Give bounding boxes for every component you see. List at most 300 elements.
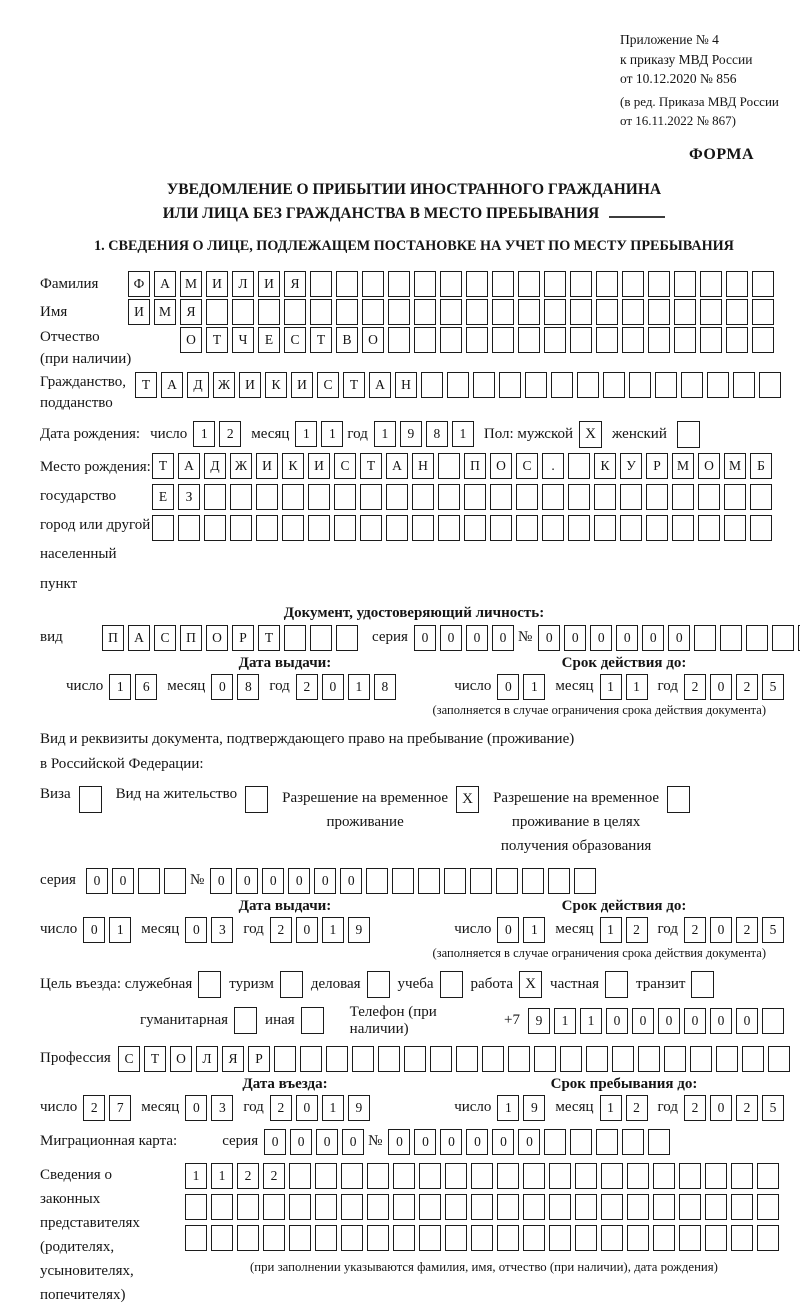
char-cell[interactable]	[694, 625, 716, 651]
char-cell[interactable]	[648, 299, 670, 325]
char-cell[interactable]	[731, 1163, 753, 1189]
char-cell[interactable]	[574, 868, 596, 894]
char-cell[interactable]	[549, 1225, 571, 1251]
char-cell[interactable]: 0	[414, 625, 436, 651]
purpose-transit-checkbox[interactable]	[691, 971, 714, 998]
male-checkbox[interactable]: X	[579, 421, 602, 448]
char-cell[interactable]: 9	[348, 917, 370, 943]
char-cell[interactable]: О	[170, 1046, 192, 1072]
char-cell[interactable]: 0	[538, 625, 560, 651]
char-cell[interactable]	[440, 327, 462, 353]
char-cell[interactable]: 1	[109, 917, 131, 943]
char-cell[interactable]: 3	[211, 917, 233, 943]
char-cell[interactable]: 0	[185, 917, 207, 943]
char-cell[interactable]: 9	[348, 1095, 370, 1121]
char-cell[interactable]	[601, 1225, 623, 1251]
char-cell[interactable]	[627, 1163, 649, 1189]
char-cell[interactable]: Р	[232, 625, 254, 651]
char-cell[interactable]	[341, 1194, 363, 1220]
char-cell[interactable]	[627, 1225, 649, 1251]
char-cell[interactable]: Н	[395, 372, 417, 398]
char-cell[interactable]	[757, 1163, 779, 1189]
char-cell[interactable]	[366, 868, 388, 894]
char-cell[interactable]	[716, 1046, 738, 1072]
char-cell[interactable]	[289, 1194, 311, 1220]
char-cell[interactable]	[496, 868, 518, 894]
char-cell[interactable]: Д	[187, 372, 209, 398]
char-cell[interactable]	[490, 515, 512, 541]
char-cell[interactable]: 0	[314, 868, 336, 894]
char-cell[interactable]: А	[161, 372, 183, 398]
char-cell[interactable]	[430, 1046, 452, 1072]
char-cell[interactable]: 0	[658, 1008, 680, 1034]
char-cell[interactable]	[393, 1163, 415, 1189]
char-cell[interactable]: 0	[497, 917, 519, 943]
char-cell[interactable]	[185, 1194, 207, 1220]
char-cell[interactable]	[622, 1129, 644, 1155]
char-cell[interactable]	[308, 484, 330, 510]
char-cell[interactable]: С	[317, 372, 339, 398]
char-cell[interactable]	[414, 299, 436, 325]
char-cell[interactable]: 2	[626, 1095, 648, 1121]
char-cell[interactable]	[570, 327, 592, 353]
char-cell[interactable]: 0	[288, 868, 310, 894]
char-cell[interactable]: 0	[290, 1129, 312, 1155]
char-cell[interactable]: Ч	[232, 327, 254, 353]
char-cell[interactable]	[762, 1008, 784, 1034]
char-cell[interactable]	[596, 271, 618, 297]
char-cell[interactable]: 1	[580, 1008, 602, 1034]
char-cell[interactable]	[575, 1163, 597, 1189]
char-cell[interactable]	[622, 299, 644, 325]
char-cell[interactable]: А	[178, 453, 200, 479]
char-cell[interactable]: 2	[270, 1095, 292, 1121]
char-cell[interactable]	[360, 484, 382, 510]
char-cell[interactable]: 0	[316, 1129, 338, 1155]
char-cell[interactable]	[419, 1194, 441, 1220]
char-cell[interactable]: 5	[762, 674, 784, 700]
char-cell[interactable]: О	[206, 625, 228, 651]
char-cell[interactable]	[412, 515, 434, 541]
char-cell[interactable]	[492, 299, 514, 325]
char-cell[interactable]: 1	[322, 1095, 344, 1121]
char-cell[interactable]: 9	[400, 421, 422, 447]
char-cell[interactable]	[542, 484, 564, 510]
char-cell[interactable]: 2	[684, 1095, 706, 1121]
char-cell[interactable]: 9	[523, 1095, 545, 1121]
char-cell[interactable]	[698, 515, 720, 541]
char-cell[interactable]: 0	[492, 1129, 514, 1155]
char-cell[interactable]	[499, 372, 521, 398]
char-cell[interactable]: 0	[83, 917, 105, 943]
char-cell[interactable]	[284, 299, 306, 325]
char-cell[interactable]: 0	[296, 917, 318, 943]
char-cell[interactable]	[232, 299, 254, 325]
char-cell[interactable]: С	[516, 453, 538, 479]
char-cell[interactable]	[679, 1163, 701, 1189]
char-cell[interactable]: 1	[523, 917, 545, 943]
char-cell[interactable]: 2	[626, 917, 648, 943]
char-cell[interactable]	[596, 327, 618, 353]
char-cell[interactable]: 1	[211, 1163, 233, 1189]
char-cell[interactable]: Т	[258, 625, 280, 651]
char-cell[interactable]	[674, 299, 696, 325]
char-cell[interactable]: Р	[646, 453, 668, 479]
char-cell[interactable]: 0	[684, 1008, 706, 1034]
char-cell[interactable]	[360, 515, 382, 541]
char-cell[interactable]	[518, 271, 540, 297]
char-cell[interactable]	[570, 271, 592, 297]
char-cell[interactable]	[594, 515, 616, 541]
char-cell[interactable]	[601, 1163, 623, 1189]
char-cell[interactable]: 1	[374, 421, 396, 447]
char-cell[interactable]	[646, 484, 668, 510]
char-cell[interactable]	[575, 1194, 597, 1220]
char-cell[interactable]	[705, 1225, 727, 1251]
visa-checkbox[interactable]	[79, 786, 102, 813]
char-cell[interactable]: 0	[466, 1129, 488, 1155]
char-cell[interactable]	[138, 868, 160, 894]
char-cell[interactable]	[681, 372, 703, 398]
char-cell[interactable]: 0	[440, 625, 462, 651]
char-cell[interactable]: 2	[684, 674, 706, 700]
char-cell[interactable]	[516, 515, 538, 541]
char-cell[interactable]: И	[128, 299, 150, 325]
char-cell[interactable]	[404, 1046, 426, 1072]
char-cell[interactable]	[679, 1225, 701, 1251]
char-cell[interactable]	[482, 1046, 504, 1072]
char-cell[interactable]: М	[672, 453, 694, 479]
char-cell[interactable]	[698, 484, 720, 510]
char-cell[interactable]	[378, 1046, 400, 1072]
char-cell[interactable]: Т	[144, 1046, 166, 1072]
char-cell[interactable]	[473, 372, 495, 398]
char-cell[interactable]: Е	[152, 484, 174, 510]
char-cell[interactable]: Р	[248, 1046, 270, 1072]
char-cell[interactable]	[386, 515, 408, 541]
char-cell[interactable]	[419, 1163, 441, 1189]
char-cell[interactable]	[367, 1225, 389, 1251]
char-cell[interactable]: П	[464, 453, 486, 479]
char-cell[interactable]	[438, 484, 460, 510]
char-cell[interactable]: 1	[109, 674, 131, 700]
char-cell[interactable]: 1	[295, 421, 317, 447]
char-cell[interactable]	[560, 1046, 582, 1072]
char-cell[interactable]: М	[724, 453, 746, 479]
char-cell[interactable]: У	[620, 453, 642, 479]
char-cell[interactable]	[575, 1225, 597, 1251]
residence-permit-checkbox[interactable]	[245, 786, 268, 813]
char-cell[interactable]	[438, 515, 460, 541]
char-cell[interactable]	[419, 1225, 441, 1251]
char-cell[interactable]: З	[178, 484, 200, 510]
char-cell[interactable]	[672, 484, 694, 510]
char-cell[interactable]: 7	[109, 1095, 131, 1121]
char-cell[interactable]	[414, 271, 436, 297]
char-cell[interactable]: Л	[196, 1046, 218, 1072]
char-cell[interactable]: Т	[135, 372, 157, 398]
char-cell[interactable]	[284, 625, 306, 651]
char-cell[interactable]	[544, 327, 566, 353]
char-cell[interactable]: А	[386, 453, 408, 479]
char-cell[interactable]	[204, 515, 226, 541]
char-cell[interactable]	[752, 271, 774, 297]
char-cell[interactable]	[522, 868, 544, 894]
char-cell[interactable]	[720, 625, 742, 651]
char-cell[interactable]: 1	[600, 917, 622, 943]
char-cell[interactable]	[700, 327, 722, 353]
char-cell[interactable]	[341, 1163, 363, 1189]
char-cell[interactable]: 0	[414, 1129, 436, 1155]
char-cell[interactable]: 2	[83, 1095, 105, 1121]
char-cell[interactable]: 1	[600, 1095, 622, 1121]
char-cell[interactable]	[648, 1129, 670, 1155]
char-cell[interactable]: О	[490, 453, 512, 479]
char-cell[interactable]: В	[336, 327, 358, 353]
char-cell[interactable]: 2	[263, 1163, 285, 1189]
char-cell[interactable]	[211, 1225, 233, 1251]
char-cell[interactable]	[447, 372, 469, 398]
char-cell[interactable]	[256, 515, 278, 541]
char-cell[interactable]	[700, 299, 722, 325]
char-cell[interactable]	[392, 868, 414, 894]
char-cell[interactable]	[256, 484, 278, 510]
char-cell[interactable]	[742, 1046, 764, 1072]
char-cell[interactable]: 0	[632, 1008, 654, 1034]
char-cell[interactable]	[456, 1046, 478, 1072]
char-cell[interactable]: Н	[412, 453, 434, 479]
char-cell[interactable]: 2	[237, 1163, 259, 1189]
char-cell[interactable]: Я	[284, 271, 306, 297]
char-cell[interactable]	[315, 1194, 337, 1220]
char-cell[interactable]	[164, 868, 186, 894]
char-cell[interactable]	[341, 1225, 363, 1251]
char-cell[interactable]	[674, 271, 696, 297]
char-cell[interactable]: 1	[452, 421, 474, 447]
char-cell[interactable]	[315, 1225, 337, 1251]
char-cell[interactable]	[544, 299, 566, 325]
char-cell[interactable]: 1	[554, 1008, 576, 1034]
char-cell[interactable]: К	[282, 453, 304, 479]
temp-residence-edu-checkbox[interactable]	[667, 786, 690, 813]
char-cell[interactable]: И	[239, 372, 261, 398]
char-cell[interactable]	[612, 1046, 634, 1072]
char-cell[interactable]: 2	[736, 1095, 758, 1121]
char-cell[interactable]	[334, 515, 356, 541]
char-cell[interactable]	[492, 327, 514, 353]
char-cell[interactable]	[620, 484, 642, 510]
char-cell[interactable]: 0	[606, 1008, 628, 1034]
char-cell[interactable]	[724, 484, 746, 510]
char-cell[interactable]: С	[334, 453, 356, 479]
char-cell[interactable]: 0	[710, 917, 732, 943]
char-cell[interactable]: С	[284, 327, 306, 353]
char-cell[interactable]	[282, 484, 304, 510]
char-cell[interactable]: П	[180, 625, 202, 651]
char-cell[interactable]: 0	[86, 868, 108, 894]
char-cell[interactable]	[464, 484, 486, 510]
char-cell[interactable]: И	[308, 453, 330, 479]
char-cell[interactable]	[772, 625, 794, 651]
char-cell[interactable]: Я	[222, 1046, 244, 1072]
char-cell[interactable]	[548, 868, 570, 894]
char-cell[interactable]	[726, 299, 748, 325]
char-cell[interactable]: 2	[736, 674, 758, 700]
char-cell[interactable]	[707, 372, 729, 398]
char-cell[interactable]	[757, 1225, 779, 1251]
char-cell[interactable]	[622, 327, 644, 353]
purpose-business-checkbox[interactable]	[367, 971, 390, 998]
char-cell[interactable]: 1	[600, 674, 622, 700]
char-cell[interactable]: А	[369, 372, 391, 398]
char-cell[interactable]	[655, 372, 677, 398]
char-cell[interactable]: Б	[750, 453, 772, 479]
char-cell[interactable]	[263, 1225, 285, 1251]
char-cell[interactable]: 1	[348, 674, 370, 700]
char-cell[interactable]	[497, 1194, 519, 1220]
char-cell[interactable]: Т	[310, 327, 332, 353]
char-cell[interactable]	[570, 299, 592, 325]
char-cell[interactable]	[315, 1163, 337, 1189]
char-cell[interactable]: 0	[564, 625, 586, 651]
char-cell[interactable]	[445, 1225, 467, 1251]
char-cell[interactable]	[516, 484, 538, 510]
char-cell[interactable]	[421, 372, 443, 398]
char-cell[interactable]	[310, 299, 332, 325]
char-cell[interactable]	[362, 299, 384, 325]
char-cell[interactable]	[518, 299, 540, 325]
char-cell[interactable]	[440, 271, 462, 297]
char-cell[interactable]	[263, 1194, 285, 1220]
char-cell[interactable]	[466, 327, 488, 353]
char-cell[interactable]: М	[180, 271, 202, 297]
char-cell[interactable]	[497, 1225, 519, 1251]
char-cell[interactable]	[414, 327, 436, 353]
char-cell[interactable]	[230, 515, 252, 541]
char-cell[interactable]	[289, 1225, 311, 1251]
char-cell[interactable]	[726, 271, 748, 297]
char-cell[interactable]: Ф	[128, 271, 150, 297]
char-cell[interactable]	[627, 1194, 649, 1220]
char-cell[interactable]	[334, 484, 356, 510]
char-cell[interactable]	[393, 1194, 415, 1220]
char-cell[interactable]	[542, 515, 564, 541]
char-cell[interactable]: 5	[762, 917, 784, 943]
char-cell[interactable]	[731, 1225, 753, 1251]
char-cell[interactable]	[497, 1163, 519, 1189]
char-cell[interactable]: Т	[343, 372, 365, 398]
char-cell[interactable]	[746, 625, 768, 651]
char-cell[interactable]	[388, 271, 410, 297]
char-cell[interactable]	[440, 299, 462, 325]
char-cell[interactable]: 1	[321, 421, 343, 447]
char-cell[interactable]	[445, 1163, 467, 1189]
char-cell[interactable]: 5	[762, 1095, 784, 1121]
char-cell[interactable]	[577, 372, 599, 398]
char-cell[interactable]: 8	[237, 674, 259, 700]
char-cell[interactable]	[653, 1225, 675, 1251]
char-cell[interactable]	[523, 1163, 545, 1189]
char-cell[interactable]	[237, 1225, 259, 1251]
char-cell[interactable]: 2	[684, 917, 706, 943]
char-cell[interactable]: К	[265, 372, 287, 398]
char-cell[interactable]	[464, 515, 486, 541]
char-cell[interactable]: 0	[710, 1008, 732, 1034]
char-cell[interactable]: И	[256, 453, 278, 479]
char-cell[interactable]	[492, 271, 514, 297]
char-cell[interactable]	[603, 372, 625, 398]
char-cell[interactable]	[274, 1046, 296, 1072]
char-cell[interactable]: 0	[210, 868, 232, 894]
char-cell[interactable]	[258, 299, 280, 325]
char-cell[interactable]	[757, 1194, 779, 1220]
char-cell[interactable]	[362, 271, 384, 297]
char-cell[interactable]: 2	[736, 917, 758, 943]
char-cell[interactable]: С	[154, 625, 176, 651]
char-cell[interactable]	[549, 1163, 571, 1189]
char-cell[interactable]	[664, 1046, 686, 1072]
char-cell[interactable]	[470, 868, 492, 894]
char-cell[interactable]: 1	[322, 917, 344, 943]
char-cell[interactable]: 0	[616, 625, 638, 651]
char-cell[interactable]: 1	[497, 1095, 519, 1121]
purpose-humanitarian-checkbox[interactable]	[234, 1007, 257, 1034]
char-cell[interactable]	[653, 1163, 675, 1189]
char-cell[interactable]: 6	[135, 674, 157, 700]
char-cell[interactable]	[206, 299, 228, 325]
char-cell[interactable]: Ж	[213, 372, 235, 398]
char-cell[interactable]	[705, 1163, 727, 1189]
char-cell[interactable]: Т	[360, 453, 382, 479]
char-cell[interactable]	[386, 484, 408, 510]
char-cell[interactable]: 0	[342, 1129, 364, 1155]
char-cell[interactable]	[544, 271, 566, 297]
char-cell[interactable]	[752, 299, 774, 325]
temp-residence-checkbox[interactable]: X	[456, 786, 479, 813]
char-cell[interactable]	[326, 1046, 348, 1072]
char-cell[interactable]: 0	[736, 1008, 758, 1034]
char-cell[interactable]	[724, 515, 746, 541]
char-cell[interactable]: О	[180, 327, 202, 353]
char-cell[interactable]: 0	[262, 868, 284, 894]
char-cell[interactable]: 0	[710, 1095, 732, 1121]
purpose-other-checkbox[interactable]	[301, 1007, 324, 1034]
female-checkbox[interactable]	[677, 421, 700, 448]
char-cell[interactable]: А	[154, 271, 176, 297]
char-cell[interactable]	[596, 1129, 618, 1155]
char-cell[interactable]	[568, 515, 590, 541]
char-cell[interactable]	[523, 1194, 545, 1220]
char-cell[interactable]: 0	[710, 674, 732, 700]
char-cell[interactable]: 2	[296, 674, 318, 700]
char-cell[interactable]: 0	[590, 625, 612, 651]
char-cell[interactable]	[646, 515, 668, 541]
char-cell[interactable]: 1	[626, 674, 648, 700]
char-cell[interactable]	[336, 271, 358, 297]
char-cell[interactable]: Я	[180, 299, 202, 325]
char-cell[interactable]	[690, 1046, 712, 1072]
char-cell[interactable]: 2	[219, 421, 241, 447]
char-cell[interactable]	[445, 1194, 467, 1220]
char-cell[interactable]	[594, 484, 616, 510]
char-cell[interactable]: Д	[204, 453, 226, 479]
char-cell[interactable]	[700, 271, 722, 297]
char-cell[interactable]	[568, 484, 590, 510]
char-cell[interactable]: 0	[211, 674, 233, 700]
char-cell[interactable]	[672, 515, 694, 541]
char-cell[interactable]	[444, 868, 466, 894]
char-cell[interactable]: 0	[440, 1129, 462, 1155]
